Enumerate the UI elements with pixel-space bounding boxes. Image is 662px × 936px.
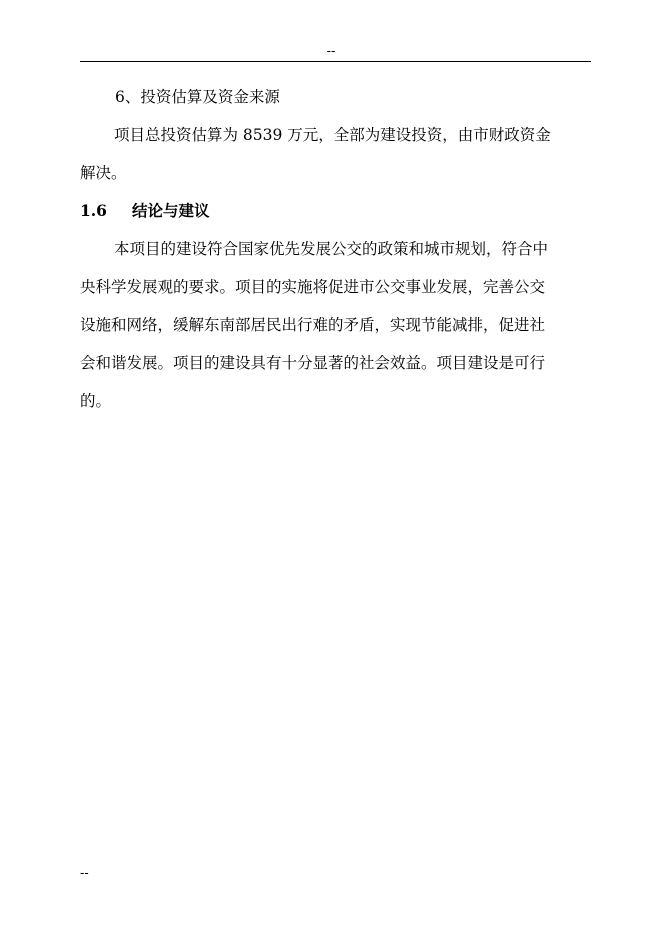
paragraph-line: 会和谐发展。项目的建设具有十分显著的社会效益。项目建设是可行 (80, 354, 546, 372)
document-body (80, 78, 585, 420)
paragraph-line: 央科学发展观的要求。项目的实施将促进市公交事业发展，完善公交 (80, 278, 546, 296)
investment-paragraph (80, 116, 585, 192)
paragraph-line: 设施和网络，缓解东南部居民出行难的矛盾，实现节能减排，促进社 (80, 316, 546, 334)
section-heading (80, 192, 585, 230)
paragraph-line: 本项目的建设符合国家优先发展公交的政策和城市规划，符合中 (114, 240, 549, 258)
section-title: 结论与建议 (132, 201, 210, 220)
page-footer-mark: -- (80, 865, 89, 880)
page-header-mark: -- (326, 43, 336, 58)
paragraph-line: 的。 (80, 392, 112, 410)
paragraph-line: 解决。 (80, 164, 127, 182)
paragraph-line: 项目总投资估算为 8539 万元，全部为建设投资，由市财政资金 (114, 126, 551, 144)
item-heading-investment: 6、投资估算及资金来源 (115, 88, 280, 106)
section-number: 1.6 (80, 201, 107, 220)
header-divider (80, 61, 591, 62)
conclusion-paragraph (80, 230, 585, 420)
